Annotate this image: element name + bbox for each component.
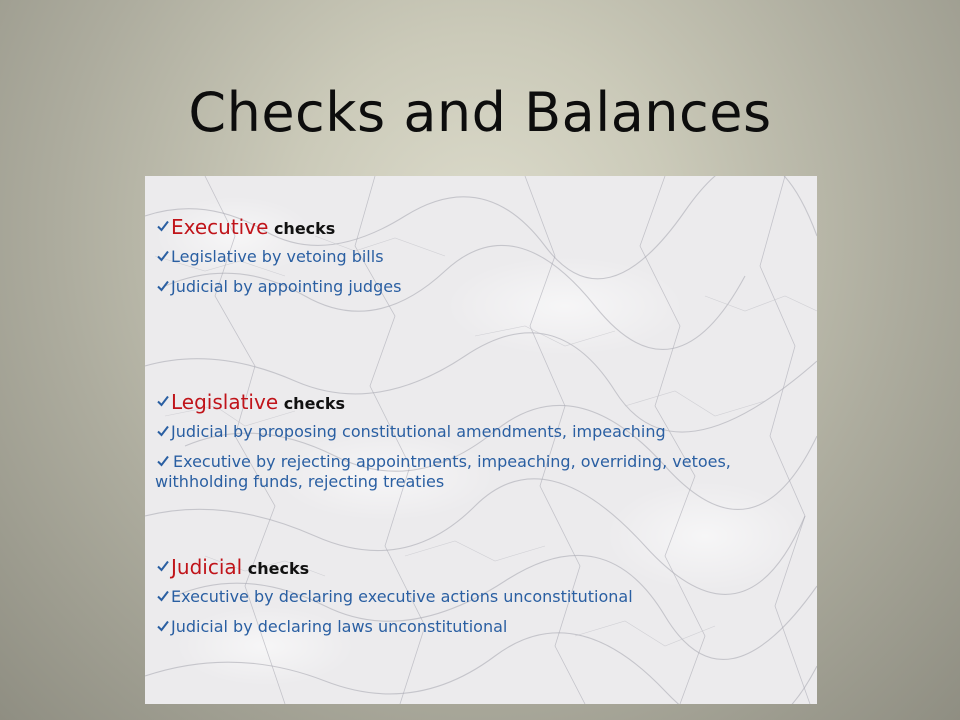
section-heading-suffix: checks (278, 394, 346, 413)
section-heading-key: Legislative (171, 390, 279, 414)
list-item-text: Judicial by declaring laws unconstitutional (171, 617, 508, 636)
section-judicial (155, 554, 795, 637)
section-heading-suffix: checks (268, 219, 336, 238)
checkmark-icon (157, 395, 169, 407)
list-item (155, 277, 795, 297)
checkmark-icon (157, 250, 169, 262)
list-item-text: Judicial by appointing judges (171, 277, 402, 296)
list-item-text: Judicial by proposing constitutional amendments, impeaching (171, 422, 666, 441)
section-legislative (155, 389, 795, 492)
section-heading-key: Judicial (171, 555, 243, 579)
checkmark-icon (157, 425, 169, 437)
checkmark-icon (157, 590, 169, 602)
section-heading-suffix: checks (242, 559, 310, 578)
checkmark-icon (157, 620, 169, 632)
list-item (155, 587, 795, 607)
list-item (155, 452, 795, 492)
checkmark-icon (157, 455, 169, 467)
checkmark-icon (157, 560, 169, 572)
content-panel (145, 176, 817, 704)
section-executive (155, 214, 795, 297)
checks-list (155, 214, 795, 647)
section-heading (155, 214, 795, 242)
section-heading (155, 554, 795, 582)
list-item (155, 247, 795, 267)
slide-title: Checks and Balances (188, 81, 772, 144)
list-item-text: Executive by rejecting appointments, impeaching, overriding, vetoes, withholding funds, rejecting treaties (155, 452, 731, 491)
checkmark-icon (157, 280, 169, 292)
section-heading-key: Executive (171, 215, 269, 239)
list-item-text: Legislative by vetoing bills (171, 247, 384, 266)
list-item (155, 422, 795, 442)
list-item (155, 617, 795, 637)
checkmark-icon (157, 220, 169, 232)
list-item-text: Executive by declaring executive actions unconstitutional (171, 587, 633, 606)
section-heading (155, 389, 795, 417)
